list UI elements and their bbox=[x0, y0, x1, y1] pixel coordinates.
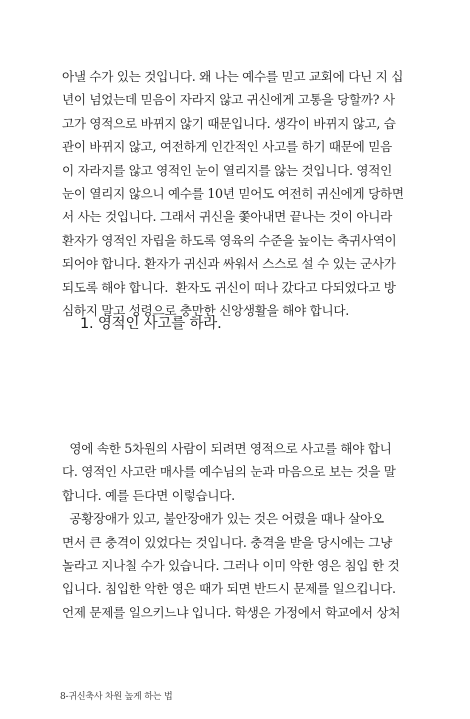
text-line: 되도록 해야 합니다. 환자도 귀신이 떠나 갔다고 다되었다고 방 bbox=[62, 279, 396, 295]
text-line: 놀라고 지나칠 수가 있습니다. 그러나 이미 악한 영은 침입 한 것 bbox=[62, 558, 400, 574]
text-line: 서 사는 것입니다. 그래서 귀신을 쫓아내면 끝나는 것이 아니라 bbox=[62, 209, 392, 225]
text-line: 면서 큰 충격이 있었다는 것입니다. 충격을 받을 당시에는 그냥 bbox=[62, 534, 392, 550]
text-line: 고가 영적으로 바뀌지 않기 때문입니다. 생각이 바뀌지 않고, 습 bbox=[62, 115, 396, 131]
text-line: 관이 바뀌지 않고, 여전하게 인간적인 사고를 하기 때문에 믿음 bbox=[62, 139, 392, 155]
text-line: 심하지 말고 성령으로 충만한 신앙생활을 해야 합니다. bbox=[62, 303, 349, 319]
text-line: 합니다. 예를 든다면 이렇습니다. bbox=[62, 487, 235, 503]
text-line: 이 자라지를 않고 영적인 눈이 열리지를 않는 것입니다. 영적인 bbox=[62, 162, 392, 178]
text-line: 되어야 합니다. 환자가 귀신과 싸워서 스스로 설 수 있는 군사가 bbox=[62, 256, 396, 272]
text-line: 다. 영적인 사고란 매사를 예수님의 눈과 마음으로 보는 것을 말 bbox=[62, 464, 396, 480]
section-heading: 1. 영적인 사고를 하라. bbox=[80, 316, 222, 332]
text-line: 영에 속한 5차원의 사람이 되려면 영적으로 사고를 해야 합니 bbox=[62, 441, 392, 456]
page-footer: 8-귀신축사 차원 높게 하는 법 bbox=[60, 692, 173, 702]
text-line: 아낼 수가 있는 것입니다. 왜 나는 예수를 믿고 교회에 다닌 지 십 bbox=[62, 69, 404, 84]
text-line: 눈이 열리지 않으니 예수를 10년 믿어도 여전히 귀신에게 당하면 bbox=[62, 186, 404, 202]
text-line: 년이 넘었는데 믿음이 자라지 않고 귀신에게 고통을 당할까? 사 bbox=[62, 92, 395, 108]
text-line: 공황장애가 있고, 불안장애가 있는 것은 어렸을 때나 살아오 bbox=[62, 511, 384, 527]
text-line: 언제 문제를 일으키느냐 입니다. 학생은 가정에서 학교에서 상처 bbox=[62, 604, 401, 620]
text-line: 환자가 영적인 자립을 하도록 영육의 수준을 높이는 축귀사역이 bbox=[62, 232, 397, 248]
text-line: 입니다. 침입한 악한 영은 때가 되면 반드시 문제를 일으킵니다. bbox=[62, 581, 396, 597]
paragraph-2 bbox=[62, 437, 412, 624]
paragraph-1 bbox=[62, 65, 412, 322]
